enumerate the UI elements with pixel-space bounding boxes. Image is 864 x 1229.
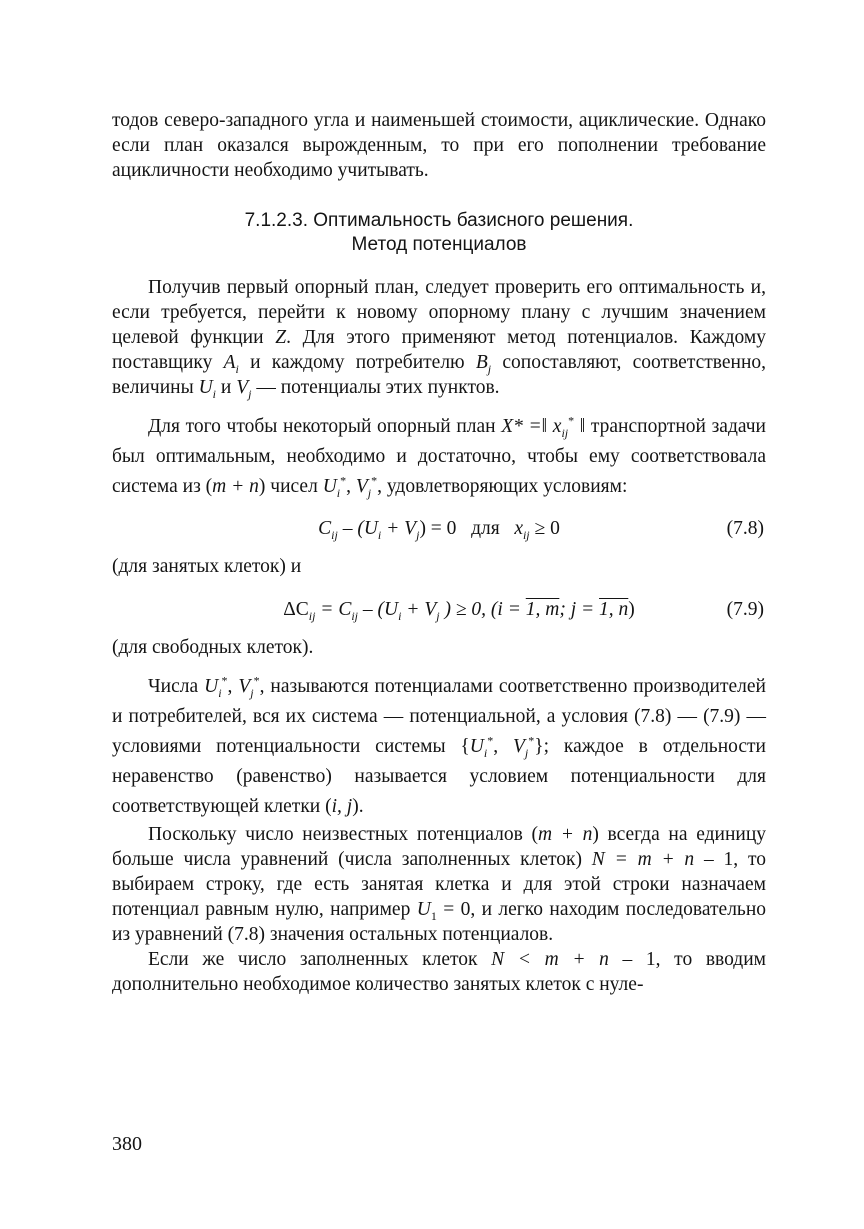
text: = 0, и легко находим последовательно из уравнений (7.8) значения остальных потенциалов. xyxy=(112,899,766,945)
math-mn: m + n xyxy=(537,824,593,845)
paragraph-1 xyxy=(112,275,766,400)
math-sup: * xyxy=(528,733,535,748)
math-u: U xyxy=(469,736,484,757)
math-v: V xyxy=(355,476,368,497)
page-body xyxy=(112,108,766,997)
math-sub: i xyxy=(483,745,488,760)
paragraph-after-7-9: (для свободных клеток). xyxy=(112,637,314,658)
math-v: V xyxy=(238,676,251,697)
math-sep: , xyxy=(227,676,239,697)
math-sep: , xyxy=(493,736,513,757)
math-v: V xyxy=(236,377,249,398)
paragraph-5 xyxy=(112,947,766,997)
math-sup: * xyxy=(340,473,347,488)
math-u: U xyxy=(416,899,431,920)
math-mn: m + n xyxy=(212,476,259,497)
math-sup: * xyxy=(221,673,228,688)
math-u: U xyxy=(204,676,219,697)
section-heading xyxy=(112,209,766,257)
math-sub: i xyxy=(212,386,217,401)
text: . Для этого применяют метод потенциалов. Каждому поставщику xyxy=(112,327,766,373)
text: ) чисел xyxy=(258,476,323,497)
math-sub: j xyxy=(250,685,254,700)
math-b: B xyxy=(475,352,488,373)
paragraph-2 xyxy=(112,412,766,502)
math-z: Z xyxy=(275,327,287,348)
math-sub: j xyxy=(248,386,252,401)
text: – 1, то выбираем строку, где есть занятая клетка и для этой строки назначаем потенциал равным нулю, например xyxy=(112,849,767,920)
text: сопоставляют, соответственно, величины xyxy=(112,352,766,398)
math-sub: 1 xyxy=(430,908,437,923)
math-n: N = m + n xyxy=(591,849,695,870)
page-number: 380 xyxy=(112,1133,142,1155)
text: — потенциалы этих пунктов. xyxy=(251,377,500,398)
text: ). xyxy=(352,796,364,817)
math-sup: * xyxy=(253,673,260,688)
math-sub: i xyxy=(336,485,341,500)
section-heading-line-2: Метод потенциалов xyxy=(351,234,527,255)
math-plan-end: ‖ xyxy=(574,416,586,437)
text: транспортной задачи был оптимальным, необходимо и достаточно, чтобы ему соответствовала система из ( xyxy=(112,416,766,497)
text: Поскольку число неизвестных потенциалов ( xyxy=(148,824,538,845)
math-n: N < m + n xyxy=(491,949,609,970)
section-heading-line-1: 7.1.2.3. Оптимальность базисного решения. xyxy=(244,210,634,231)
math-sup: * xyxy=(371,473,378,488)
text: , удовлетворяющих условиям: xyxy=(377,476,628,497)
text: Получив первый опорный план, следует проверить его оптимальность и, если требуется, перейти к новому опорному плану с лучшим значением целевой функции xyxy=(112,277,766,348)
math-sub: i xyxy=(218,685,222,700)
math-u: U xyxy=(322,476,337,497)
formula-7-8 xyxy=(112,502,766,554)
paragraph-intro: тодов северо-западного угла и наименьшей стоимости, ациклические. Однако если план оказался вырожденным, то при его пополнении требование ацикличности необходимо учитывать. xyxy=(112,110,766,181)
text: Для того чтобы некоторый опорный план xyxy=(148,416,502,437)
math-sep: , xyxy=(346,476,356,497)
math-plan: X* =‖ x xyxy=(501,416,562,437)
math-u: U xyxy=(198,377,213,398)
paragraph-after-7-8: (для занятых клеток) и xyxy=(112,556,302,577)
text: }; каждое в отдельности неравенство (равенство) называется условием потенциальности для соответствующей клетки ( xyxy=(112,736,766,817)
text: Если же число заполненных клеток xyxy=(148,949,492,970)
math-sub: ij xyxy=(561,425,569,440)
formula-7-9 xyxy=(112,579,766,635)
math-sub: j xyxy=(524,745,529,760)
text: и каждому потребителю xyxy=(238,352,476,373)
math-sub: j xyxy=(367,485,372,500)
math-a: A xyxy=(223,352,236,373)
text: и xyxy=(216,377,237,398)
formula-number: (7.8) xyxy=(726,518,764,539)
paragraph-3 xyxy=(112,672,766,822)
math-sup: * xyxy=(568,413,575,428)
math-ij: i, j xyxy=(331,796,353,817)
formula-number: (7.9) xyxy=(726,599,764,620)
text: ) всегда на единицу больше числа уравнений (числа заполненных клеток) xyxy=(112,824,767,870)
formula-expression: $C_{ij} - (U_i + V_j) = 0$ для $x_{ij} \ge 0$ xyxy=(318,518,560,542)
formula-expression: $\Delta C_{ij} = C_{ij} - (U_i + V_j$ ) ≥ 0, (i = 1, m; j = 1, n) xyxy=(283,599,635,623)
math-sub: i xyxy=(235,361,239,376)
paragraph-4 xyxy=(112,822,766,947)
math-sub: j xyxy=(487,361,492,376)
text: – 1, то вводим дополнительно необходимое количество занятых клеток с нуле- xyxy=(112,949,767,995)
math-v: V xyxy=(512,736,525,757)
text: , называются потенциалами соответственно производителей и потребителей, вся их система — потенциальной, а условия (7.8) — (7.9) — условиями потенциальности системы { xyxy=(112,676,766,757)
text: Числа xyxy=(148,676,205,697)
math-sup: * xyxy=(487,733,494,748)
